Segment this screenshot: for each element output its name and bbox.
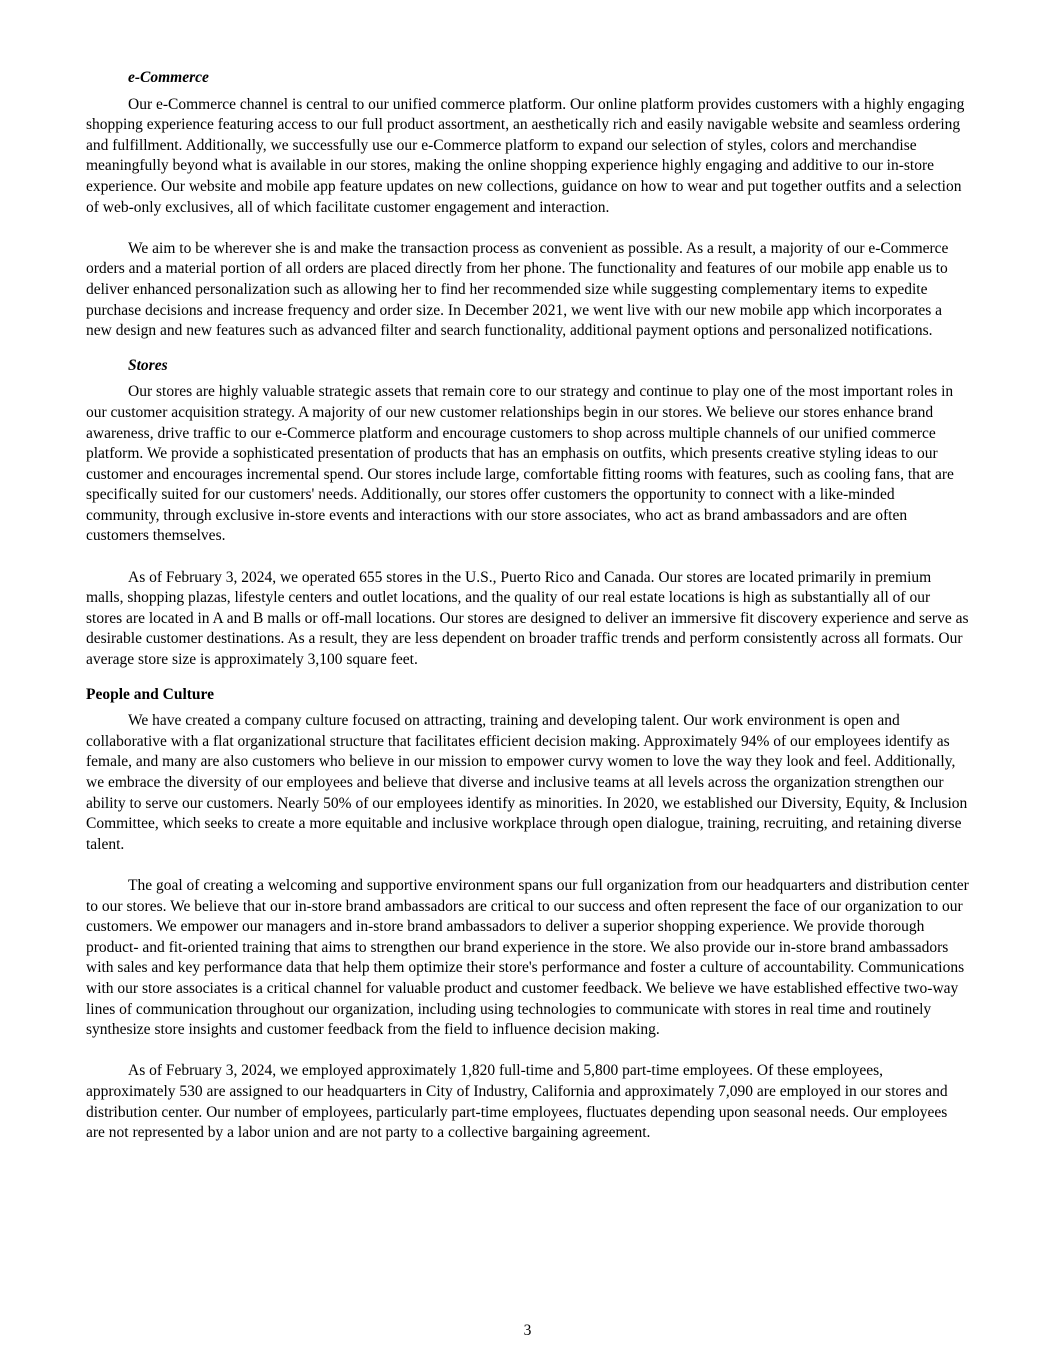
- ecommerce-paragraph-1: Our e-Commerce channel is central to our unified commerce platform. Our online platform provides customers with a highly engaging shopping experience featuring access to our full product assortment, an aesthetically rich and easily navigable website and seamless ordering and fulfillment. Additionally, we successfully use our e-Commerce platform to expand our selection of styles, colors and merchandise meaningfully beyond what is available in our stores, making the online shopping experience highly engaging and additive to our in-store experience. Our website and mobile app feature updates on new collections, guidance on how to wear and put together outfits and a selection of web-only exclusives, all of which facilitate customer engagement and interaction.: [86, 95, 965, 216]
- people-paragraph-1: We have created a company culture focused on attracting, training and developing talent. Our work environment is open and collaborative with a flat organizational structure that facilitates efficient decision making. Approximately 94% of our employees identify as female, and many are also customers who believe in our mission to empower curvy women to love the way they look and feel. Additionally, we embrace the diversity of our employees and believe that diverse and inclusive teams at all levels across the organization strengthen our ability to serve our customers. Nearly 50% of our employees identify as minorities. In 2020, we established our Diversity, Equity, & Inclusion Committee, which seeks to create a more equitable and inclusive workplace through open dialogue, training, recruiting, and retaining diverse talent.: [86, 712, 968, 853]
- people-paragraph-2: The goal of creating a welcoming and supportive environment spans our full organization from our headquarters and distribution center to our stores. We believe that our in-store brand ambassadors are critical to our success and often represent the face of our organization to our customers. We empower our managers and in-store brand ambassadors to deliver a superior shopping experience. We provide thorough product- and fit-oriented training that aims to strengthen our brand experience in the store. We also provide our in-store brand ambassadors with sales and key performance data that help them optimize their store's performance and foster a culture of accountability. Communications with our store associates is a critical channel for valuable product and customer feedback. We believe we have established effective two-way lines of communication throughout our organization, including using technologies to communicate with stores in real time and routinely synthesize store insights and customer feedback from the field to influence decision making.: [86, 876, 969, 1039]
- ecommerce-heading: e-Commerce: [128, 69, 209, 86]
- stores-paragraph-1: Our stores are highly valuable strategic assets that remain core to our strategy and continue to play one of the most important roles in our customer acquisition strategy. A majority of our new customer relationships begin in our stores. We believe our stores enhance brand awareness, drive traffic to our e-Commerce platform and encourage customers to shop across multiple channels of our unified commerce platform. We provide a sophisticated presentation of products that has an emphasis on outfits, which presents creative styling ideas to our customer and encourages incremental spend. Our stores include large, comfortable fitting rooms with features, such as cooling fans, that are specifically suited for our customers' needs. Additionally, our stores offer customers the opportunity to connect with a like-minded community, through exclusive in-store events and interactions with our store associates, who act as brand ambassadors and are often customers themselves.: [86, 383, 954, 545]
- stores-section: [86, 356, 970, 671]
- stores-paragraph-2: As of February 3, 2024, we operated 655 stores in the U.S., Puerto Rico and Canada. Our stores are located primarily in premium malls, shopping plazas, lifestyle centers and outlet locations, and the quality of our real estate locations is high as substantially all of our stores are located in A and B malls or off-mall locations. Our stores are designed to deliver an immersive fit discovery experience and serve as desirable customer destinations. As a result, they are less dependent on broader traffic trends and perform consistently across all formats. Our average store size is approximately 3,100 square feet.: [86, 568, 969, 669]
- people-culture-section: [86, 685, 970, 1144]
- people-culture-heading: People and Culture: [86, 685, 215, 703]
- document-page: [86, 68, 970, 1164]
- people-paragraph-3: As of February 3, 2024, we employed approximately 1,820 full-time and 5,800 part-time employees. Of these employees, approximately 530 are assigned to our headquarters in City of Industry, California and approximately 7,090 are employed in our stores and distribution center. Our number of employees, particularly part-time employees, fluctuates depending upon seasonal needs. Our employees are not represented by a labor union and are not party to a collective bargaining agreement.: [86, 1062, 948, 1142]
- ecommerce-section: [86, 68, 970, 342]
- stores-heading: Stores: [128, 356, 168, 374]
- page-number: 3: [523, 1322, 532, 1339]
- ecommerce-paragraph-2: We aim to be wherever she is and make the transaction process as convenient as possible. As a result, a majority of our e-Commerce orders and a material portion of all orders are placed directly from her phone. The functionality and features of our mobile app enable us to deliver enhanced personalization such as allowing her to find her recommended size while suggesting complementary items to expedite purchase decisions and increase frequency and order size. In December 2021, we went live with our new mobile app which incorporates a new design and new features such as advanced filter and search functionality, additional payment options and personalized notifications.: [86, 239, 949, 340]
